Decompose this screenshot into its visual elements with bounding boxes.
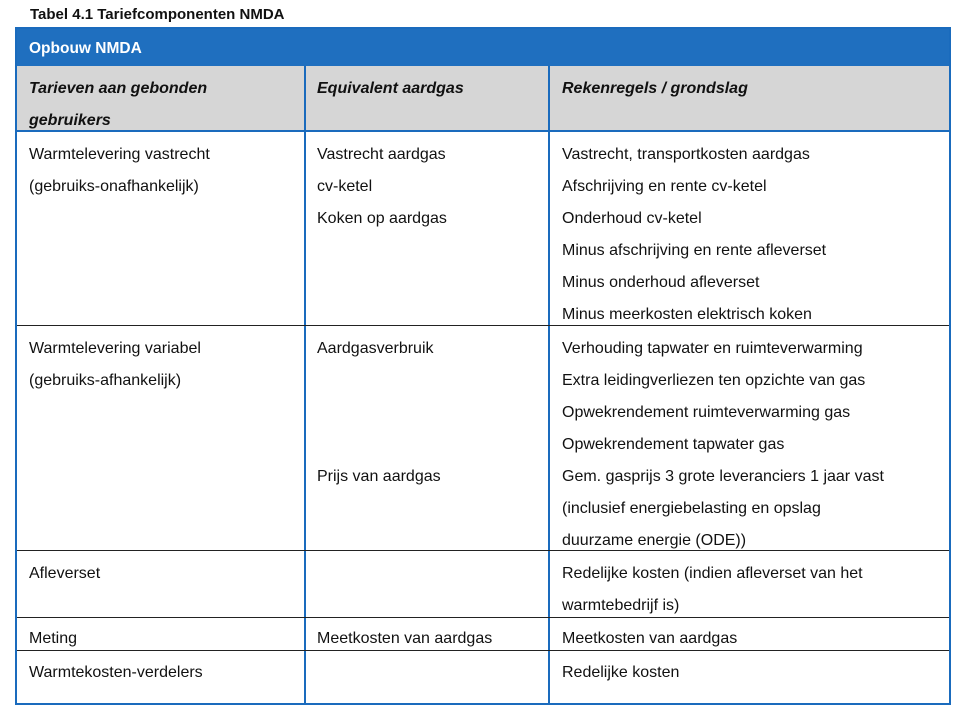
row2-col3-line2: Extra leidingverliezen ten opzichte van gas [562,372,866,389]
row3-col3-line2: warmtebedrijf is) [562,597,680,614]
row3-col3-line1: Redelijke kosten (indien afleverset van het [562,565,863,582]
row2-col3-line6: (inclusief energiebelasting en opslag [562,500,821,517]
row5-col1 [29,657,203,689]
row1-col3 [562,139,826,331]
row1-col3-line5: Minus onderhoud afleverset [562,274,760,291]
row4-col3-line1: Meetkosten van aardgas [562,630,738,647]
table-banner: Opbouw NMDA [17,29,949,66]
header-col1-line1: Tarieven aan gebonden [29,80,208,97]
row2-col1-line1: Warmtelevering variabel [29,340,201,357]
header-cell-col1 [29,73,207,137]
row1-col1-line2: (gebruiks-onafhankelijk) [29,178,199,195]
row5-col3 [562,657,679,689]
row1-col2-line1: Vastrecht aardgas [317,146,446,163]
row5-col3-line1: Redelijke kosten [562,664,680,681]
row4-col1-line1: Meting [29,630,78,647]
row2-col3 [562,333,884,557]
header-cell-col2 [317,73,464,105]
row1-col3-line6: Minus meerkosten elektrisch koken [562,306,812,323]
row1-col3-line1: Vastrecht, transportkosten aardgas [562,146,810,163]
row1-col2 [317,139,447,235]
row2-col2 [317,333,441,493]
row1-col3-line3: Onderhoud cv-ketel [562,210,702,227]
row1-col1 [29,139,210,203]
row2-col1-line2: (gebruiks-afhankelijk) [29,372,182,389]
row2-col3-line1: Verhouding tapwater en ruimteverwarming [562,340,863,357]
column-divider-1 [304,66,306,703]
row1-col1-line1: Warmtelevering vastrecht [29,146,210,163]
table-caption: Tabel 4.1 Tariefcomponenten NMDA [30,6,285,23]
row2-col1 [29,333,201,397]
row4-col2-line1: Meetkosten van aardgas [317,630,493,647]
header-cell-col3 [562,73,748,105]
row3-col3 [562,558,863,622]
row1-col3-line2: Afschrijving en rente cv-ketel [562,178,767,195]
row2-col3-line7: duurzame energie (ODE)) [562,532,747,549]
header-col1-line2: gebruikers [29,112,111,129]
row1-col2-line2: cv-ketel [317,178,373,195]
row2-col3-line4: Opwekrendement tapwater gas [562,436,785,453]
header-col3-line1: Rekenregels / grondslag [562,80,748,97]
row4-col3 [562,623,737,655]
row2-col2-spacer1 [317,365,441,397]
row5-col1-line1: Warmtekosten-verdelers [29,664,203,681]
row1-col3-line4: Minus afschrijving en rente afleverset [562,242,827,259]
row4-col1 [29,623,77,655]
row3-col1 [29,558,100,590]
row1-col2-line3: Koken op aardgas [317,210,447,227]
header-col2-line1: Equivalent aardgas [317,80,464,97]
column-divider-2 [548,66,550,703]
row2-col2-spacer2 [317,397,441,429]
row3-col1-line1: Afleverset [29,565,101,582]
row2-col3-line5: Gem. gasprijs 3 grote leveranciers 1 jaar vast [562,468,884,485]
row2-col2-line5: Prijs van aardgas [317,468,441,485]
row2-col3-line3: Opwekrendement ruimteverwarming gas [562,404,851,421]
row4-col2 [317,623,492,655]
row2-col2-spacer3 [317,429,441,461]
row2-col2-line1: Aardgasverbruik [317,340,434,357]
tariff-table [15,27,951,705]
